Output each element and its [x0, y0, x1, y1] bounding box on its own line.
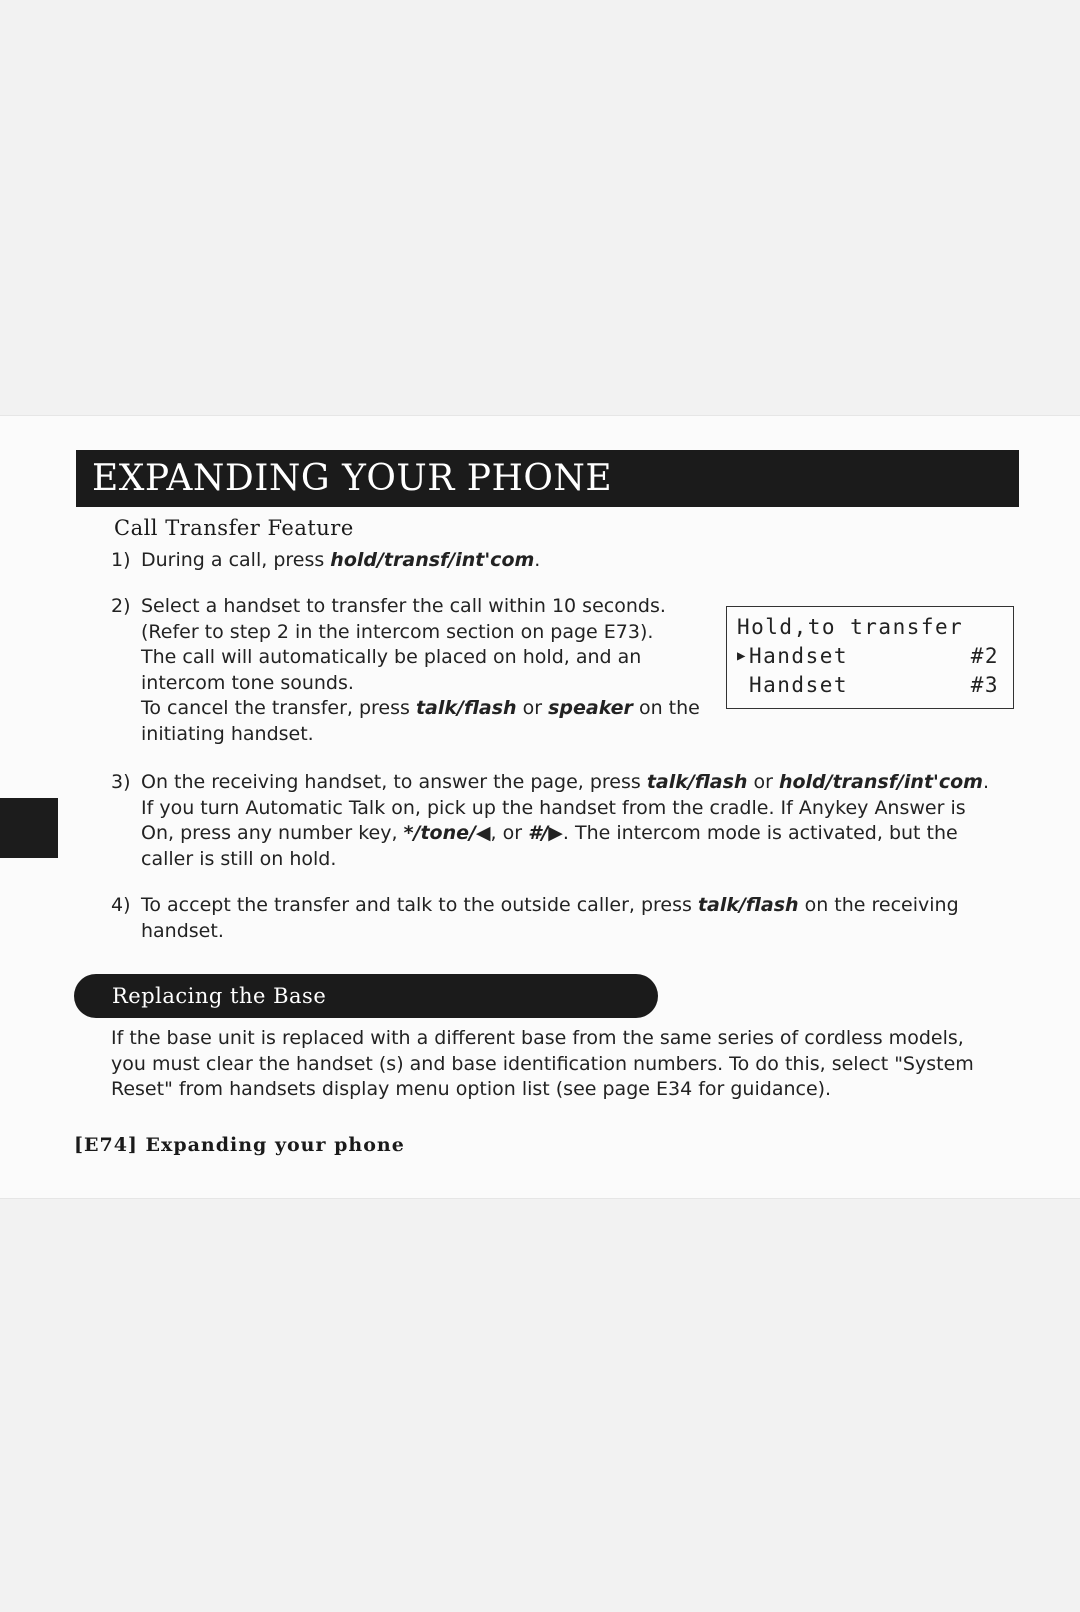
replacing-base-paragraph [111, 1026, 1021, 1103]
text: on the [632, 697, 700, 719]
text: or [516, 697, 549, 719]
step-text-line: (Refer to step 2 in the intercom section on page E73). [141, 620, 654, 643]
page-title: EXPANDING YOUR PHONE [92, 458, 613, 499]
lcd-row [737, 613, 1003, 642]
step-number: 3) [111, 771, 131, 793]
section-thumb-tab [0, 798, 58, 858]
key-label: talk/flash [646, 771, 748, 793]
text: . [534, 549, 541, 571]
step-number: 4) [111, 894, 131, 916]
step-text-line: Select a handset to transfer the call within 10 seconds. [141, 595, 666, 617]
paragraph-line: Reset" from handsets display menu option list (see page E34 for guidance). [111, 1078, 832, 1100]
text: During a call, press [141, 549, 331, 571]
key-label: hold/transf/int'com [778, 771, 983, 793]
step-text-line [141, 821, 989, 847]
text: On the receiving handset, to answer the page, press [141, 771, 647, 793]
step-text-line: caller is still on hold. [141, 847, 337, 870]
step-1 [111, 548, 540, 574]
text: on the receiving [798, 894, 959, 916]
step-text-line: The call will automatically be placed on hold, and an [141, 646, 642, 668]
key-label: talk/flash [697, 894, 799, 916]
step-4 [111, 893, 959, 944]
page-footer: [E74] Expanding your phone [74, 1134, 405, 1156]
step-3 [111, 770, 989, 872]
step-text-line: intercom tone sounds. [141, 671, 354, 694]
lcd-number: #2 [970, 644, 999, 668]
text: . The intercom mode is activated, but the [562, 822, 958, 844]
section-heading-replacing-base [74, 974, 658, 1018]
text: On, press any number key, [141, 822, 404, 844]
step-2 [111, 594, 700, 747]
text: To cancel the transfer, press [141, 697, 416, 719]
lcd-row [737, 671, 1003, 700]
paragraph-line: you must clear the handset (s) and base identification numbers. To do this, select "System [111, 1052, 974, 1075]
section-heading-text: Replacing the Base [112, 984, 327, 1008]
text: , or [490, 822, 529, 844]
key-label: speaker [548, 697, 633, 719]
pointer-arrow-icon: ▶ [737, 648, 747, 664]
step-number: 2) [111, 595, 131, 617]
key-label: #/▶ [528, 822, 563, 844]
key-label: hold/transf/int'com [330, 549, 535, 571]
step-text-line: handset. [141, 919, 224, 942]
lcd-text: Handset [749, 673, 849, 697]
step-text-line [141, 893, 959, 919]
lcd-text: Hold,to transfer [737, 615, 964, 639]
step-text-line [141, 696, 700, 722]
step-text-line [141, 548, 540, 574]
page-title-banner [76, 450, 1019, 507]
lcd-row [737, 642, 1003, 671]
section-heading-call-transfer: Call Transfer Feature [114, 516, 354, 540]
step-text-line: If you turn Automatic Talk on, pick up the handset from the cradle. If Anykey Answer is [141, 796, 966, 819]
paragraph-line: If the base unit is replaced with a different base from the same series of cordless models, [111, 1027, 964, 1049]
step-text-line: initiating handset. [141, 722, 314, 745]
text: To accept the transfer and talk to the outside caller, press [141, 894, 698, 916]
text: or [747, 771, 779, 793]
lcd-number: #3 [970, 673, 999, 697]
step-number: 1) [111, 549, 131, 571]
lcd-display [726, 606, 1014, 709]
key-label: talk/flash [415, 697, 517, 719]
step-text-line [141, 770, 989, 796]
lcd-text: Handset [749, 644, 849, 668]
text: . [982, 771, 990, 793]
key-label: */tone/◀ [403, 822, 491, 844]
